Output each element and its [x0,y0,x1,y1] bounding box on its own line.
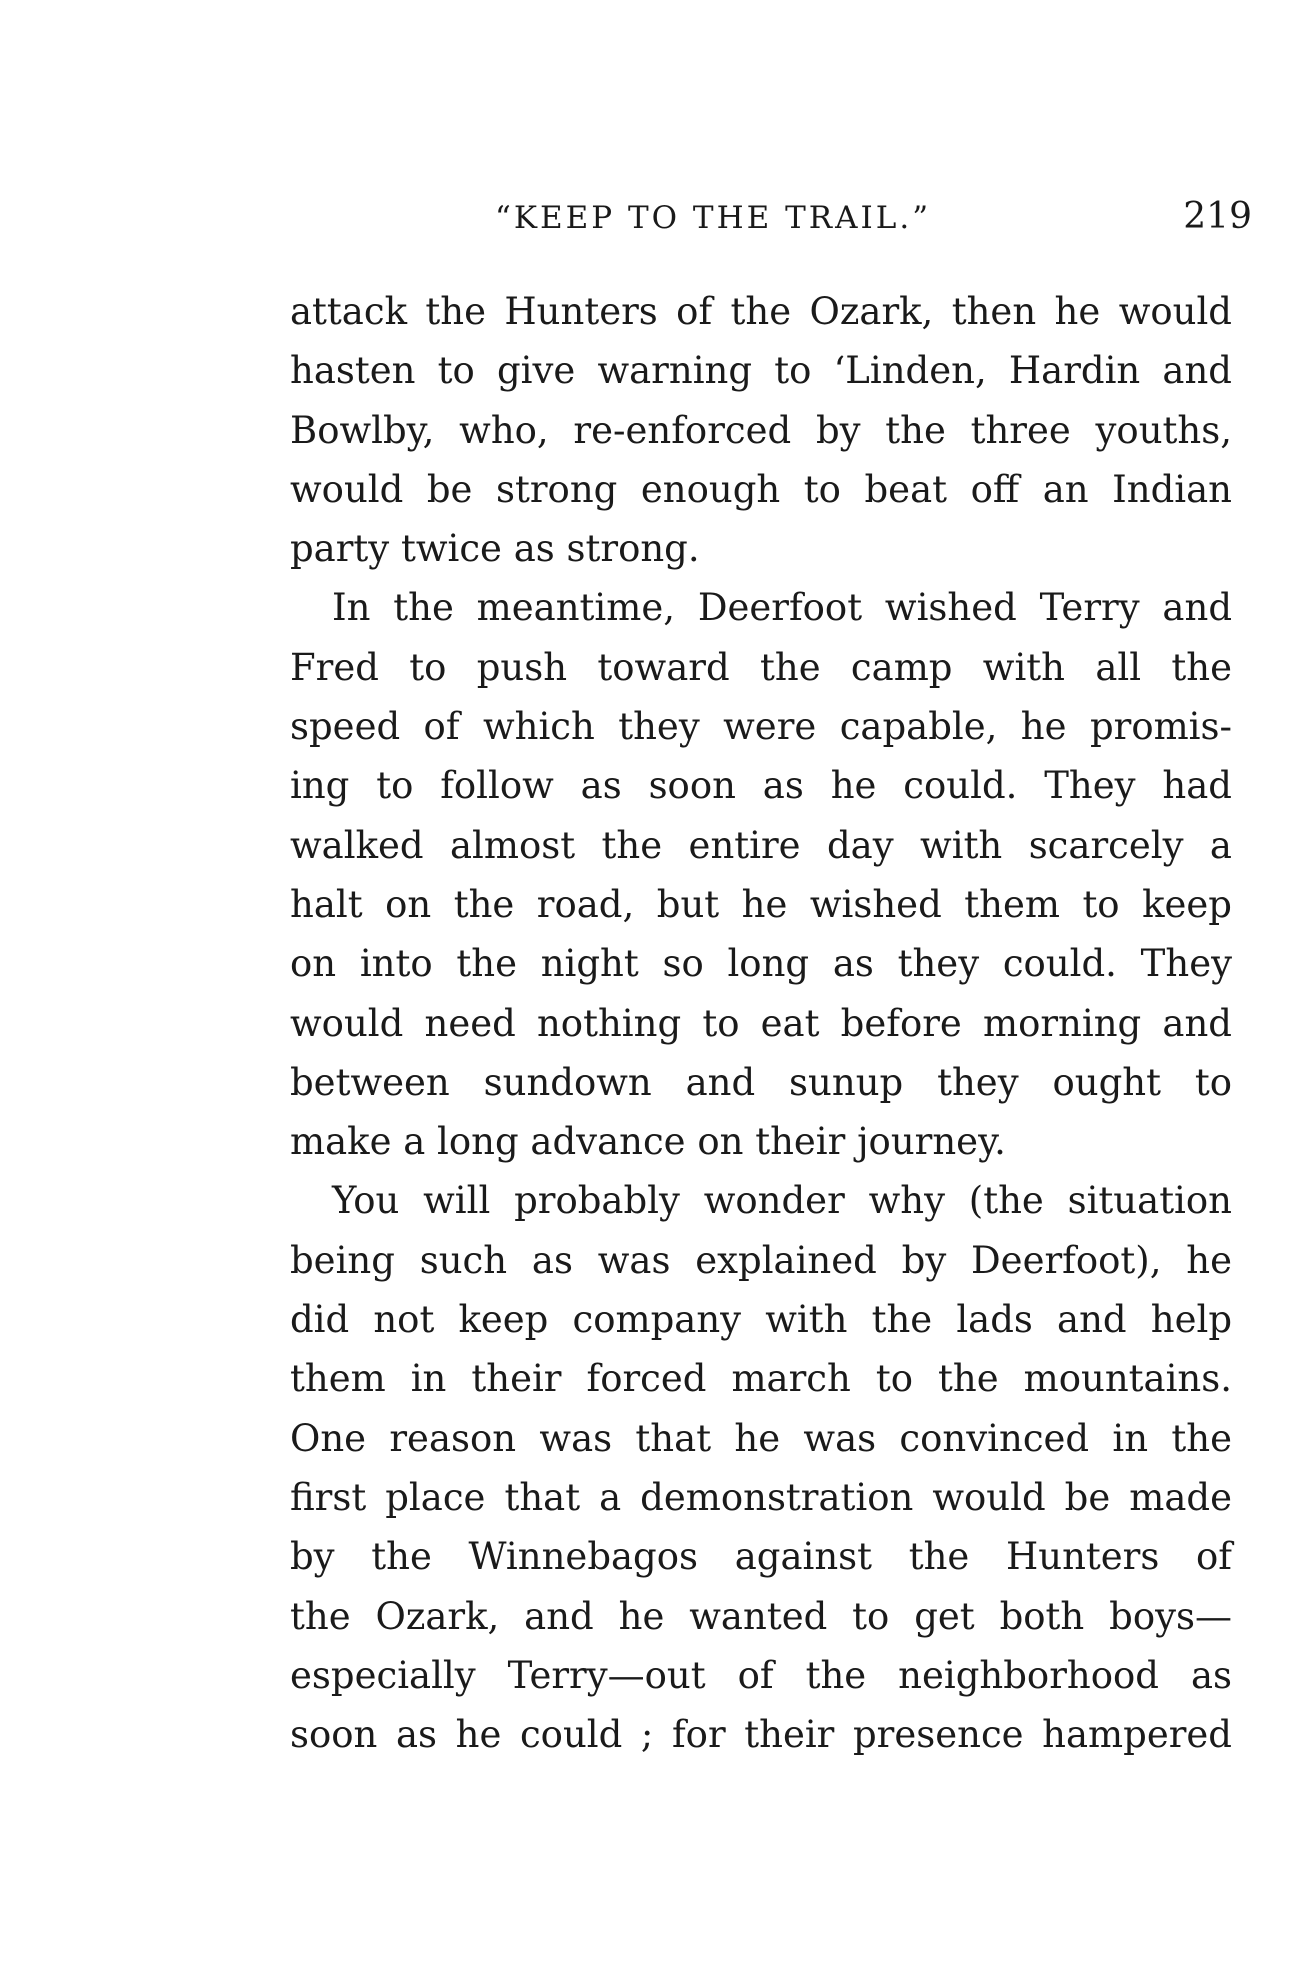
text-line: speed of which they were capable, he promis- [290,705,1232,749]
page-header [290,196,1252,246]
text-line: halt on the road, but he wished them to keep [290,882,1232,926]
running-title: “KEEP TO THE TRAIL.” [495,200,932,236]
text-line: ing to follow as soon as he could. They had [290,764,1232,808]
text-line: did not keep company with the lads and help [290,1298,1232,1342]
text-line: party twice as strong. [290,527,700,571]
text-line: Bowlby, who, re-enforced by the three youths, [290,408,1232,452]
text-line: would be strong enough to beat off an Indian [290,467,1232,511]
text-line: One reason was that he was convinced in the [290,1416,1232,1460]
text-line: first place that a demonstration would be made [290,1475,1232,1519]
text-line: You will probably wonder why (the situation [332,1179,1232,1223]
text-line: being such as was explained by Deerfoot), he [290,1238,1232,1282]
text-line: make a long advance on their journey. [290,1120,1006,1164]
text-line: the Ozark, and he wanted to get both boys— [290,1594,1232,1638]
text-line: walked almost the entire day with scarcely a [290,823,1232,867]
text-line: them in their forced march to the mountains. [290,1357,1232,1401]
text-line: on into the night so long as they could. They [290,942,1232,986]
page-number: 219 [1183,196,1252,237]
text-line: by the Winnebagos against the Hunters of [290,1535,1232,1579]
text-line: between sundown and sunup they ought to [290,1060,1232,1104]
text-line: attack the Hunters of the Ozark, then he would [290,290,1232,333]
text-line: especially Terry—out of the neighborhood as [290,1653,1232,1697]
text-line: Fred to push toward the camp with all the [290,645,1232,689]
text-line: soon as he could ; for their presence hampered [290,1713,1232,1757]
text-line: hasten to give warning to ‘Linden, Hardin and [290,349,1232,393]
text-line: In the meantime, Deerfoot wished Terry and [332,586,1232,630]
text-line: would need nothing to eat before morning and [290,1001,1232,1045]
body-text [290,282,1232,1764]
